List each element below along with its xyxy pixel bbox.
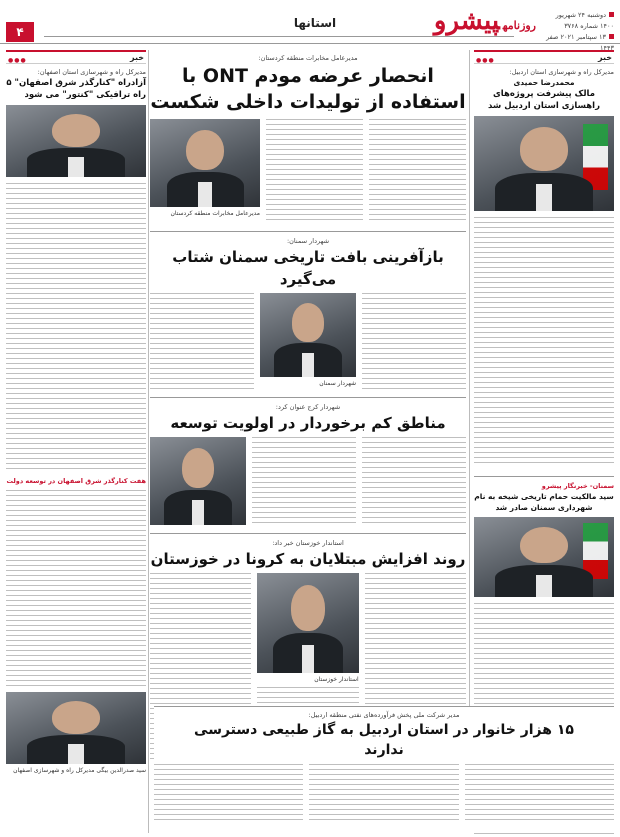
story-title: آزادراه "کنارگذر شرق اصفهان" ۵ راه ترافیکی "کنتور" می شود	[6, 78, 146, 100]
khabar-header	[6, 50, 146, 64]
story-headline: ۱۵ هزار خانوار در استان اردبیل به گاز طبیعی دسترسی ندارند	[194, 722, 574, 758]
story-kicker: سمنان- خبرنگار پیشرو	[541, 482, 614, 490]
story-kicker: مدیرکل راه و شهرسازی استان اصفهان:	[37, 68, 146, 76]
story-title: مالک پیشرفت پروژه‌های راهسازی استان اردبیل شد	[488, 89, 600, 111]
photo-caption: مدیرعامل مخابرات منطقه کردستان	[170, 210, 260, 217]
article-body	[6, 490, 146, 690]
lead-headline: انحصار عرضه مودم ONT با استفاده از تولیدات داخلی شکست	[150, 65, 466, 113]
portrait-photo	[150, 119, 260, 207]
khabar-header	[474, 50, 614, 64]
portrait-photo	[474, 517, 614, 597]
khabar-label: خبر	[129, 53, 144, 62]
article-body	[154, 764, 303, 824]
square-icon	[609, 12, 614, 17]
masthead	[0, 0, 620, 52]
story-byline: محمدرضا حمیدی	[513, 78, 575, 87]
issue-info	[540, 10, 614, 54]
photo-caption: سید صدرالدین بیگی مدیرکل راه و شهرسازی اصفهان	[13, 767, 146, 774]
story-headline: مناطق کم برخوردار در اولویت توسعه	[170, 414, 446, 432]
story-kicker: مدیرعامل مخابرات منطقه کردستان:	[258, 54, 358, 62]
page-number: ۴	[6, 22, 34, 42]
story-kicker: مدیر شرکت ملی پخش فرآورده‌های نفتی منطقه اردبیل:	[308, 711, 460, 719]
portrait-photo	[474, 116, 614, 211]
section-title: استانها	[293, 16, 337, 30]
left-column	[6, 50, 146, 833]
story-kicker: استاندار خوزستان خبر داد:	[272, 539, 344, 547]
story-title: سید مالکیت حمام تاریخی شیخه به نام شهرداری سمنان صادر شد	[474, 492, 614, 512]
article-body	[252, 437, 356, 529]
square-icon	[609, 34, 614, 39]
logo-main: پیشرو	[433, 6, 500, 36]
issue-line-2: ۱۳ سپتامبر ۲۰۲۱ صفر ۱۴۴۳	[546, 33, 614, 52]
article-body	[309, 764, 458, 824]
column-divider	[148, 50, 149, 833]
bottom-story	[154, 706, 614, 833]
divider	[44, 36, 514, 37]
story-kicker: هفت کنارگذر شرق اصفهان در توسعه دولت	[6, 477, 146, 485]
khabar-label: خبر	[597, 53, 612, 62]
story-kicker: مدیرکل راه و شهرسازی استان اردبیل:	[509, 68, 614, 76]
story-kicker: شهردار کرج عنوان کرد:	[275, 403, 341, 411]
photo-caption: شهردار سمنان	[319, 380, 356, 387]
portrait-photo	[6, 105, 146, 177]
dots-icon: ●●●	[476, 57, 495, 64]
article-body	[465, 764, 614, 824]
story-headline: روند افزایش مبتلایان به کرونا در خوزستان	[150, 550, 466, 568]
article-body	[362, 437, 466, 529]
photo-caption: استاندار خوزستان	[314, 676, 359, 683]
story-kicker: شهردار سمنان:	[286, 237, 330, 245]
portrait-photo	[257, 573, 358, 673]
article-body	[266, 119, 363, 227]
newspaper-logo	[434, 6, 536, 36]
portrait-photo	[260, 293, 356, 377]
portrait-photo	[150, 437, 246, 525]
article-body	[369, 119, 466, 227]
logo-prefix: روزنامه	[502, 19, 536, 32]
portrait-photo	[6, 692, 146, 764]
article-body	[6, 183, 146, 473]
issue-line-1: دوشنبه ۲۴ شهریور ۱۴۰۰ شماره ۳۷۶۸	[555, 11, 614, 30]
article-body	[362, 293, 466, 393]
dots-icon: ●●●	[8, 57, 27, 64]
story-headline: بازآفرینی بافت تاریخی سمنان شتاب می‌گیرد	[172, 248, 444, 288]
article-body	[150, 293, 254, 393]
article-body	[474, 217, 614, 472]
